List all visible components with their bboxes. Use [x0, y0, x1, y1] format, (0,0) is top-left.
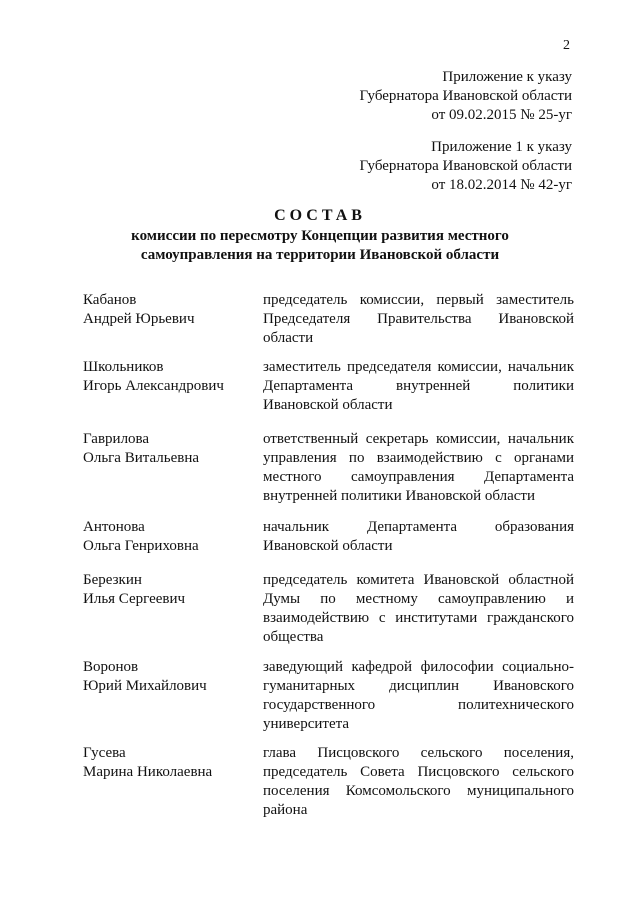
- member-name: [83, 291, 263, 358]
- annex-line: Губернатора Ивановской области: [359, 88, 572, 104]
- member-role: заместитель председателя комиссии, начальник Департамента внутренней политики Ивановской области: [263, 359, 574, 413]
- title-heading: СОСТАВ: [274, 207, 366, 224]
- member-name: [83, 518, 263, 571]
- member-given-names: Марина Николаевна: [83, 764, 213, 780]
- member-given-names: Юрий Михайлович: [83, 678, 207, 694]
- member-surname: Гаврилова: [83, 431, 150, 447]
- annex-line: от 09.02.2015 № 25-уг: [431, 107, 572, 123]
- member-name: [83, 430, 263, 518]
- annex-reference-original: [359, 138, 572, 195]
- member-row: [83, 571, 574, 658]
- member-row: [83, 358, 574, 430]
- member-role: председатель комиссии, первый заместитель Председателя Правительства Ивановской области: [263, 292, 574, 346]
- member-given-names: Ольга Витальевна: [83, 450, 200, 466]
- member-given-names: Андрей Юрьевич: [83, 311, 195, 327]
- member-surname: Кабанов: [83, 292, 137, 308]
- member-name: [83, 744, 263, 824]
- member-row: [83, 744, 574, 824]
- member-surname: Антонова: [83, 519, 145, 535]
- member-row: [83, 430, 574, 518]
- member-surname: Воронов: [83, 659, 139, 675]
- member-name: [83, 658, 263, 744]
- member-role: начальник Департамента образования Ивановской области: [263, 519, 574, 554]
- member-role: заведующий кафедрой философии социально-гуманитарных дисциплин Ивановского государственного политехнического университета: [263, 659, 574, 732]
- member-surname: Березкин: [83, 572, 142, 588]
- member-role: ответственный секретарь комиссии, начальник управления по взаимодействию с органами местного самоуправления Департамента внутренней политики Ивановской области: [263, 431, 574, 504]
- title-subheading: комиссии по пересмотру Концепции развития местного: [131, 228, 509, 244]
- annex-line: Приложение к указу: [442, 69, 572, 85]
- member-role: председатель комитета Ивановской областной Думы по местному самоуправлению и взаимодействию с институтами гражданского общества: [263, 572, 574, 645]
- member-surname: Школьников: [83, 359, 164, 375]
- member-name: [83, 571, 263, 658]
- commission-member-list: [83, 291, 574, 824]
- page-number: 2: [563, 38, 570, 53]
- member-surname: Гусева: [83, 745, 126, 761]
- member-row: [83, 658, 574, 744]
- document-title: [0, 205, 640, 265]
- annex-reference-current: [359, 68, 572, 125]
- member-name: [83, 358, 263, 430]
- title-subheading: самоуправления на территории Ивановской области: [140, 247, 500, 263]
- member-given-names: Ольга Генриховна: [83, 538, 199, 554]
- member-row: [83, 518, 574, 571]
- annex-line: Губернатора Ивановской области: [359, 158, 572, 174]
- member-row: [83, 291, 574, 358]
- annex-line: от 18.02.2014 № 42-уг: [431, 177, 572, 193]
- member-given-names: Илья Сергеевич: [83, 591, 186, 607]
- member-role: глава Писцовского сельского поселения, председатель Совета Писцовского сельского поселения Комсомольского муниципального района: [263, 745, 574, 818]
- annex-line: Приложение 1 к указу: [431, 139, 572, 155]
- member-given-names: Игорь Александрович: [83, 378, 224, 394]
